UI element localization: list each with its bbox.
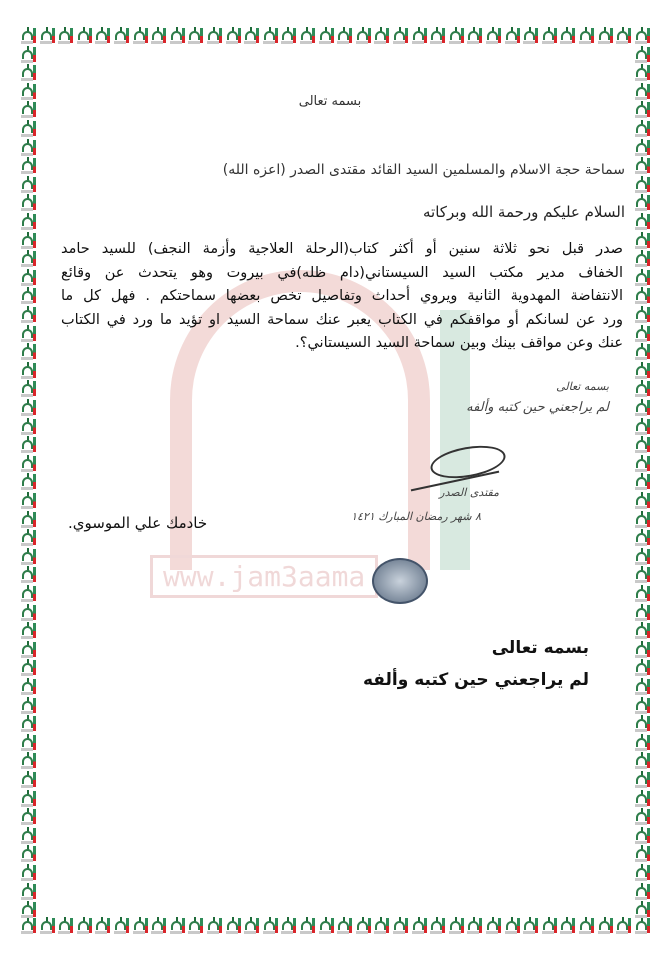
border-mosque-icon <box>504 916 521 935</box>
border-mosque-icon <box>634 584 651 603</box>
border-mosque-icon <box>20 63 37 82</box>
border-mosque-icon <box>429 916 446 935</box>
border-mosque-icon <box>373 26 390 45</box>
border-mosque-icon <box>634 844 651 863</box>
addressee: سماحة حجة الاسلام والمسلمين السيد القائد مقتدى الصدر (اعزه الله) <box>222 162 625 178</box>
border-mosque-icon <box>411 26 428 45</box>
border-mosque-icon <box>20 454 37 473</box>
border-mosque-icon <box>634 733 651 752</box>
border-mosque-icon <box>634 286 651 305</box>
border-mosque-icon <box>20 584 37 603</box>
border-mosque-icon <box>541 916 558 935</box>
border-mosque-icon <box>39 26 56 45</box>
body-line: ورد عن لسانكم أو مواقفكم في الكتاب يعبر عنك سماحة السيد او تؤيد ما ورد في الكتاب <box>61 311 623 328</box>
border-mosque-icon <box>634 193 651 212</box>
border-mosque-icon <box>634 863 651 882</box>
border-mosque-icon <box>634 342 651 361</box>
border-mosque-icon <box>20 603 37 622</box>
border-mosque-icon <box>634 417 651 436</box>
border-mosque-icon <box>634 510 651 529</box>
border-mosque-icon <box>20 751 37 770</box>
border-mosque-icon <box>20 435 37 454</box>
border-mosque-icon <box>280 26 297 45</box>
border-mosque-icon <box>318 916 335 935</box>
border-mosque-icon <box>20 714 37 733</box>
border-mosque-icon <box>578 26 595 45</box>
border-mosque-icon <box>634 658 651 677</box>
border-mosque-icon <box>615 916 632 935</box>
border-mosque-icon <box>448 26 465 45</box>
border-mosque-icon <box>448 916 465 935</box>
typed-reply-text: لم يراجعني حين كتبه وألفه <box>362 670 589 690</box>
border-mosque-icon <box>634 324 651 343</box>
letter-body <box>61 238 623 356</box>
border-mosque-icon <box>20 156 37 175</box>
border-mosque-icon <box>411 916 428 935</box>
border-mosque-icon <box>187 26 204 45</box>
border-mosque-icon <box>132 26 149 45</box>
border-mosque-icon <box>20 398 37 417</box>
border-mosque-icon <box>597 26 614 45</box>
handwritten-date: ٨ شهر رمضان المبارك ١٤٢١ <box>351 510 481 523</box>
border-mosque-icon <box>634 249 651 268</box>
border-mosque-icon <box>243 26 260 45</box>
border-mosque-icon <box>20 826 37 845</box>
border-mosque-icon <box>336 916 353 935</box>
border-mosque-icon <box>634 603 651 622</box>
border-mosque-icon <box>634 398 651 417</box>
border-mosque-icon <box>20 138 37 157</box>
border-mosque-icon <box>20 547 37 566</box>
border-mosque-icon <box>634 640 651 659</box>
border-mosque-icon <box>634 119 651 138</box>
border-mosque-icon <box>262 916 279 935</box>
border-mosque-icon <box>20 286 37 305</box>
border-mosque-icon <box>466 916 483 935</box>
border-mosque-icon <box>634 882 651 901</box>
border-mosque-icon <box>20 342 37 361</box>
border-mosque-icon <box>20 175 37 194</box>
border-mosque-icon <box>634 547 651 566</box>
border-mosque-icon <box>20 472 37 491</box>
border-mosque-icon <box>597 916 614 935</box>
border-mosque-icon <box>20 45 37 64</box>
border-mosque-icon <box>76 26 93 45</box>
border-mosque-icon <box>355 916 372 935</box>
border-mosque-icon <box>299 26 316 45</box>
border-mosque-icon <box>57 26 74 45</box>
border-mosque-icon <box>634 454 651 473</box>
border-mosque-icon <box>20 361 37 380</box>
border-mosque-icon <box>20 789 37 808</box>
border-mosque-icon <box>20 863 37 882</box>
border-mosque-icon <box>336 26 353 45</box>
border-mosque-icon <box>634 807 651 826</box>
border-mosque-icon <box>392 916 409 935</box>
border-mosque-icon <box>20 658 37 677</box>
border-mosque-icon <box>94 916 111 935</box>
border-mosque-icon <box>355 26 372 45</box>
border-mosque-icon <box>187 916 204 935</box>
border-mosque-icon <box>225 916 242 935</box>
border-mosque-icon <box>20 733 37 752</box>
handwritten-signature-name: مقتدى الصدر <box>439 486 499 499</box>
border-mosque-icon <box>634 900 651 919</box>
border-mosque-icon <box>559 26 576 45</box>
border-mosque-icon <box>20 565 37 584</box>
border-mosque-icon <box>20 268 37 287</box>
border-mosque-icon <box>634 528 651 547</box>
seal-stamp <box>372 558 428 604</box>
border-mosque-icon <box>20 379 37 398</box>
border-mosque-icon <box>485 26 502 45</box>
border-mosque-icon <box>634 491 651 510</box>
border-mosque-icon <box>20 770 37 789</box>
border-mosque-icon <box>634 714 651 733</box>
border-mosque-icon <box>634 212 651 231</box>
border-mosque-icon <box>634 63 651 82</box>
border-mosque-icon <box>541 26 558 45</box>
border-mosque-icon <box>169 26 186 45</box>
greeting: السلام عليكم ورحمة الله وبركاته <box>423 203 625 221</box>
border-mosque-icon <box>206 26 223 45</box>
border-mosque-icon <box>373 916 390 935</box>
border-mosque-icon <box>20 807 37 826</box>
border-mosque-icon <box>634 826 651 845</box>
border-mosque-icon <box>504 26 521 45</box>
border-mosque-icon <box>634 175 651 194</box>
sender-signoff: خادمك علي الموسوي. <box>68 514 208 532</box>
body-line: الانتفاضة المهدوية الثانية ويروي أحداث وتفاصيل تخص بعضها سماحتكم . فهل كل ما <box>61 288 623 304</box>
body-line: الخفاف مدير مكتب السيد السيستاني(دام ظله)في بيروت وهو يتحدث عن وقائع <box>61 264 623 281</box>
border-mosque-icon <box>20 677 37 696</box>
border-mosque-icon <box>20 305 37 324</box>
border-mosque-icon <box>113 26 130 45</box>
border-mosque-icon <box>318 26 335 45</box>
typed-reply-heading: بسمه تعالى <box>491 638 589 658</box>
border-mosque-icon <box>20 621 37 640</box>
border-mosque-icon <box>634 379 651 398</box>
border-mosque-icon <box>20 26 37 45</box>
border-mosque-icon <box>150 26 167 45</box>
border-mosque-icon <box>39 916 56 935</box>
border-mosque-icon <box>634 472 651 491</box>
border-mosque-icon <box>429 26 446 45</box>
letter-heading: بسمه تعالى <box>298 94 362 109</box>
border-mosque-icon <box>634 696 651 715</box>
border-mosque-icon <box>113 916 130 935</box>
border-mosque-icon <box>20 640 37 659</box>
border-mosque-icon <box>634 751 651 770</box>
border-mosque-icon <box>20 193 37 212</box>
border-mosque-icon <box>522 916 539 935</box>
border-mosque-icon <box>20 900 37 919</box>
border-mosque-icon <box>20 212 37 231</box>
border-mosque-icon <box>634 268 651 287</box>
border-mosque-icon <box>243 916 260 935</box>
border-mosque-icon <box>206 916 223 935</box>
border-mosque-icon <box>280 916 297 935</box>
border-mosque-icon <box>20 249 37 268</box>
border-mosque-icon <box>634 26 651 45</box>
border-mosque-icon <box>57 916 74 935</box>
watermark-url: www.jam3aama <box>150 555 378 598</box>
border-mosque-icon <box>132 916 149 935</box>
border-mosque-icon <box>578 916 595 935</box>
border-mosque-icon <box>466 26 483 45</box>
border-mosque-icon <box>634 677 651 696</box>
border-mosque-icon <box>634 305 651 324</box>
border-mosque-icon <box>634 565 651 584</box>
border-mosque-icon <box>634 435 651 454</box>
handwritten-heading: بسمه تعالى <box>556 380 609 393</box>
border-mosque-icon <box>634 621 651 640</box>
border-mosque-icon <box>634 231 651 250</box>
border-mosque-icon <box>262 26 279 45</box>
border-mosque-icon <box>485 916 502 935</box>
border-mosque-icon <box>634 45 651 64</box>
border-mosque-icon <box>20 696 37 715</box>
border-mosque-icon <box>150 916 167 935</box>
border-mosque-icon <box>20 491 37 510</box>
border-mosque-icon <box>634 770 651 789</box>
border-mosque-icon <box>20 882 37 901</box>
border-mosque-icon <box>94 26 111 45</box>
border-mosque-icon <box>522 26 539 45</box>
body-line: عنك وعن مواقف بينك وبين سماحة السيد السيستاني؟. <box>295 335 623 351</box>
border-mosque-icon <box>20 231 37 250</box>
border-mosque-icon <box>20 844 37 863</box>
border-mosque-icon <box>20 417 37 436</box>
border-mosque-icon <box>225 26 242 45</box>
border-mosque-icon <box>20 528 37 547</box>
border-mosque-icon <box>634 361 651 380</box>
body-line: صدر قبل نحو ثلاثة سنين أو أكثر كتاب(الرحلة العلاجية وأزمة النجف) للسيد حامد <box>61 241 623 257</box>
border-mosque-icon <box>20 510 37 529</box>
border-mosque-icon <box>169 916 186 935</box>
border-mosque-icon <box>634 138 651 157</box>
border-mosque-icon <box>20 119 37 138</box>
border-mosque-icon <box>634 789 651 808</box>
border-mosque-icon <box>392 26 409 45</box>
border-mosque-icon <box>76 916 93 935</box>
border-mosque-icon <box>615 26 632 45</box>
border-mosque-icon <box>634 156 651 175</box>
border-mosque-icon <box>299 916 316 935</box>
handwritten-reply: لم يراجعني حين كتبه وألفه <box>466 400 609 415</box>
border-mosque-icon <box>559 916 576 935</box>
border-mosque-icon <box>20 324 37 343</box>
